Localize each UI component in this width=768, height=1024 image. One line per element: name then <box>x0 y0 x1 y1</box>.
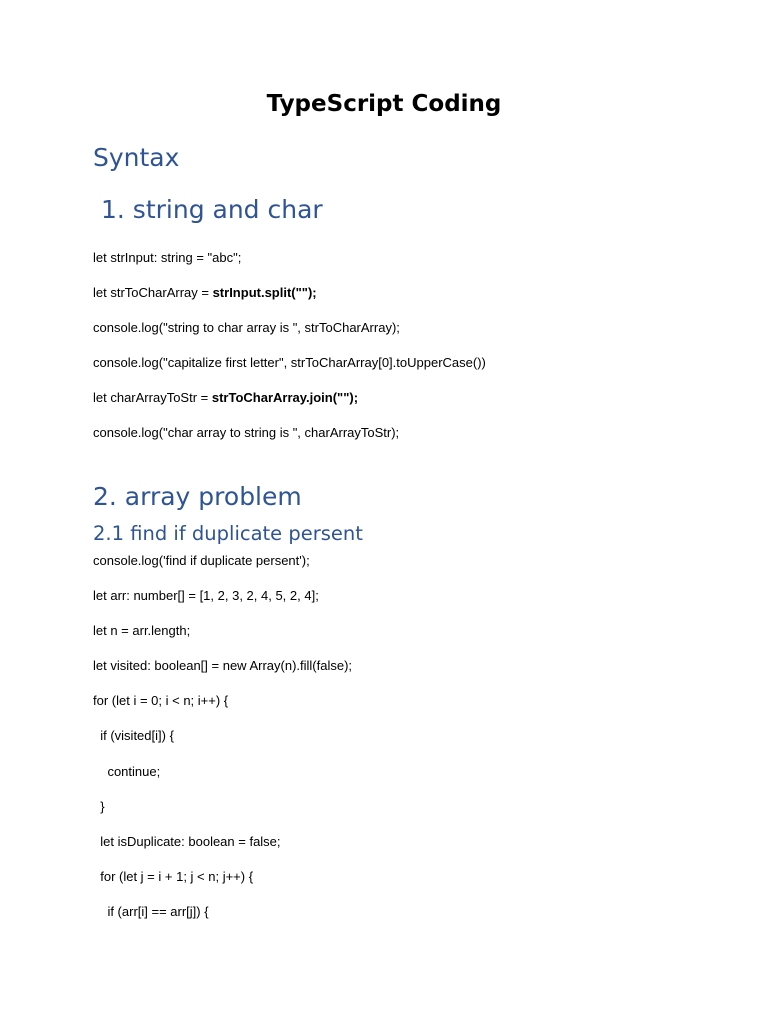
code-line: console.log('find if duplicate persent'); <box>93 553 310 568</box>
code-line: for (let j = i + 1; j < n; j++) { <box>93 869 254 884</box>
code-line: for (let i = 0; i < n; i++) { <box>93 693 229 708</box>
heading-array-problem: 2. array problem <box>93 482 302 511</box>
code-text-bold: strToCharArray.join(""); <box>211 390 359 405</box>
code-line: console.log("char array to string is ", charArrayToStr); <box>93 425 400 440</box>
heading-syntax: Syntax <box>93 143 180 172</box>
code-line: continue; <box>93 764 161 779</box>
code-line: if (visited[i]) { <box>93 728 174 743</box>
code-line: console.log("string to char array is ", strToCharArray); <box>93 320 400 335</box>
heading-string-and-char: 1. string and char <box>101 195 323 224</box>
code-line: let arr: number[] = [1, 2, 3, 2, 4, 5, 2, 4]; <box>93 588 319 603</box>
code-text-bold: strInput.split(""); <box>212 285 317 300</box>
code-line: console.log("capitalize first letter", strToCharArray[0].toUpperCase()) <box>93 355 486 370</box>
code-line: let strInput: string = "abc"; <box>93 250 242 265</box>
code-line <box>93 389 358 407</box>
document-title: TypeScript Coding <box>266 91 502 117</box>
code-text: let strToCharArray = <box>93 285 213 300</box>
code-line <box>93 284 317 302</box>
code-line: let isDuplicate: boolean = false; <box>93 834 281 849</box>
code-line: } <box>93 799 105 814</box>
code-text: let charArrayToStr = <box>93 390 212 405</box>
subheading-find-duplicate: 2.1 find if duplicate persent <box>93 522 363 545</box>
code-line: if (arr[i] == arr[j]) { <box>93 904 209 919</box>
code-line: let visited: boolean[] = new Array(n).fill(false); <box>93 658 353 673</box>
code-line: let n = arr.length; <box>93 623 191 638</box>
